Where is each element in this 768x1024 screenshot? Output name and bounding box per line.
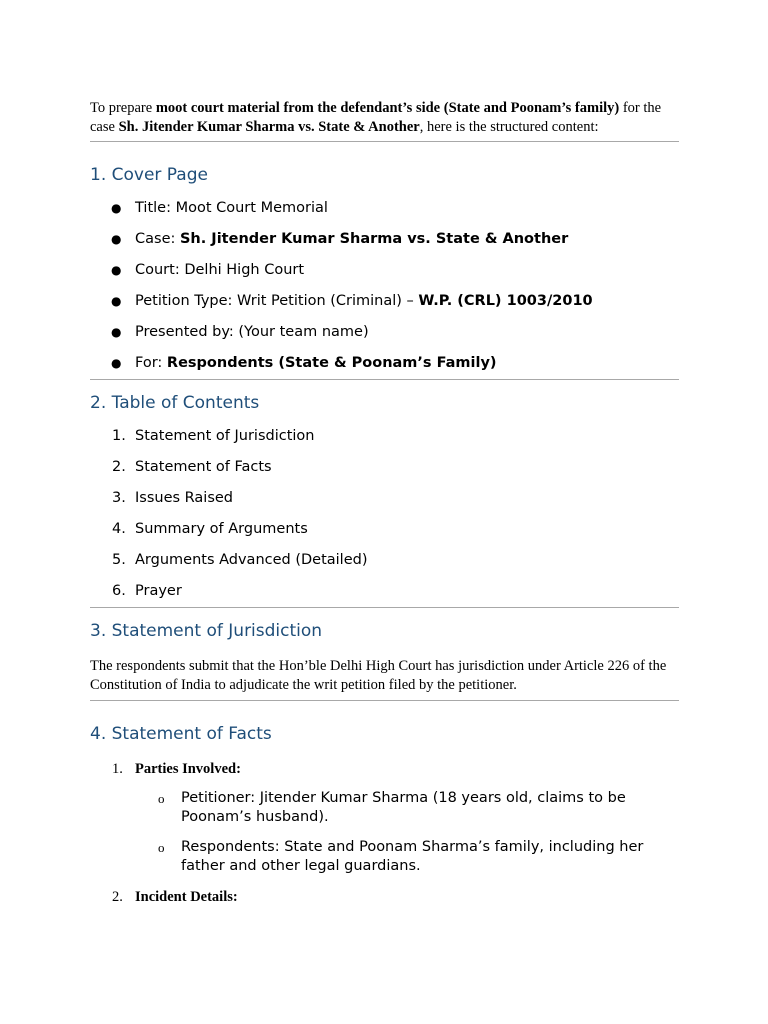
list-item: 6. Prayer [112, 583, 182, 599]
list-item: ● Case: Sh. Jitender Kumar Sharma vs. State & Another [111, 231, 569, 247]
facts-subitem: o Petitioner: Jitender Kumar Sharma (18 years old, claims to be Poonam’s husband). [158, 790, 626, 825]
list-item: ● Presented by: (Your team name) [111, 324, 369, 340]
section-heading-jurisdiction: 3. Statement of Jurisdiction [90, 621, 323, 641]
section-heading-facts: 4. Statement of Facts [90, 724, 272, 744]
bullet-icon: ● [111, 325, 122, 339]
list-item: 3. Issues Raised [112, 490, 234, 506]
bullet-icon: ● [111, 201, 122, 215]
cover-page-list [90, 198, 679, 379]
bullet-icon: ● [111, 294, 122, 308]
list-item: ● Court: Delhi High Court [111, 262, 305, 278]
divider [90, 607, 679, 608]
intro-paragraph: To prepare moot court material from the defendant’s side (State and Poonam’s family) for the case Sh. Jitender Kumar Sharma vs. State & Another, here is the structured content: [90, 100, 662, 135]
list-item: 1. Statement of Jurisdiction [112, 428, 315, 444]
document-page [90, 99, 679, 906]
toc-list [90, 426, 679, 607]
jurisdiction-paragraph: The respondents submit that the Hon’ble Delhi High Court has jurisdiction under Article 226 of the Constitution of India to adjudicate the writ petition filed by the petitioner. [90, 658, 667, 693]
list-item: ● Title: Moot Court Memorial [111, 200, 328, 216]
bullet-icon: ● [111, 263, 122, 277]
divider [90, 379, 679, 380]
list-item: 4. Summary of Arguments [112, 521, 308, 537]
bullet-icon: ● [111, 232, 122, 246]
section-heading-table-of-contents: 2. Table of Contents [90, 393, 260, 413]
facts-item-parties: 1. Parties Involved: [112, 761, 241, 777]
divider [90, 141, 679, 142]
list-item: 2. Statement of Facts [112, 459, 272, 475]
bullet-icon: ● [111, 356, 122, 370]
list-item: ● For: Respondents (State & Poonam’s Family) [111, 355, 497, 371]
section-heading-cover-page: 1. Cover Page [90, 165, 208, 185]
divider [90, 700, 679, 701]
facts-subitem: o Respondents: State and Poonam Sharma’s family, including her father and other legal guardians. [158, 839, 644, 874]
list-item: 5. Arguments Advanced (Detailed) [112, 552, 368, 568]
list-item: ● Petition Type: Writ Petition (Criminal) – W.P. (CRL) 1003/2010 [111, 293, 593, 309]
facts-item-incident: 2. Incident Details: [112, 889, 238, 905]
